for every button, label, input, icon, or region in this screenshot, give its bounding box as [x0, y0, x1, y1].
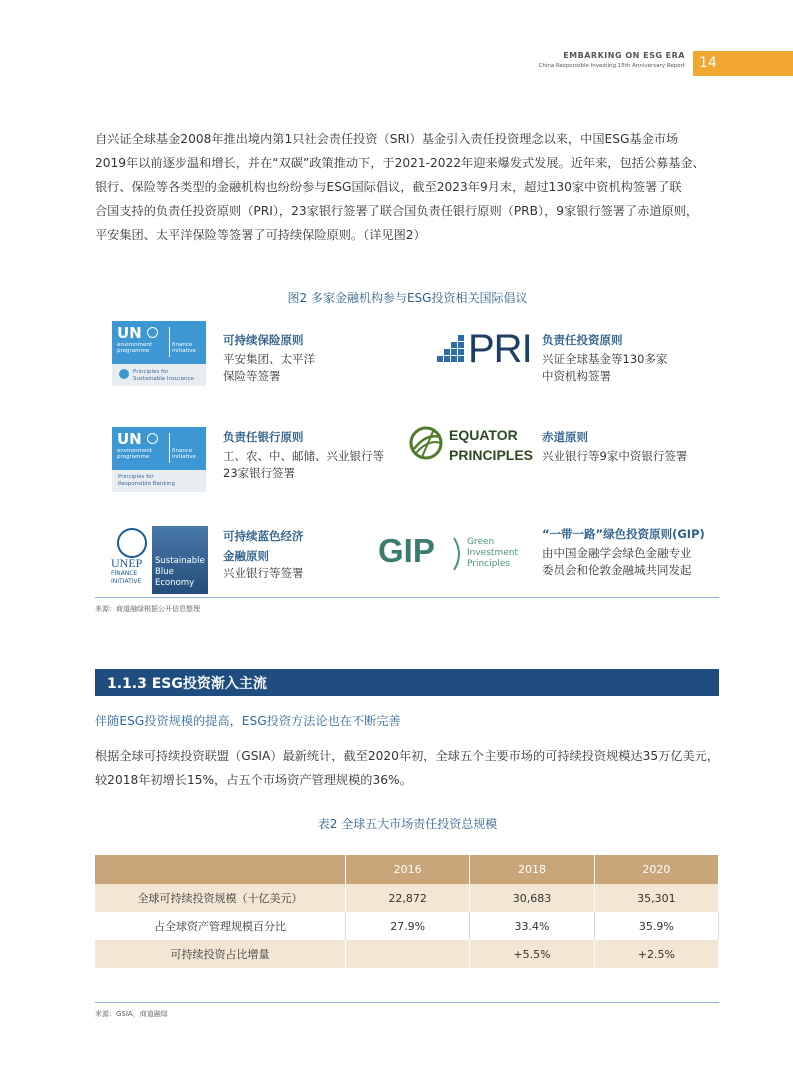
table-cell: 全球可持续投资规模（十亿美元） — [95, 884, 346, 912]
initiative-title-prb: 负责任银行原则 — [223, 430, 304, 444]
intro-line: 自兴证全球基金2008年推出境内第1只社会责任投资（SRI）基金引入责任投资理念以来，中国ESG基金市场 — [95, 132, 679, 146]
equator-logo-text: EQUATOR PRINCIPLES — [449, 427, 534, 463]
gip-logo — [378, 532, 538, 576]
un-wordmark: UN — [117, 324, 142, 342]
intro-line: 合国支持的负责任投资原则（PRI），23家银行签署了联合国负责任银行原则（PRB），9家银行签署了赤道原则， — [95, 204, 699, 218]
table-header-cell: 2018 — [470, 855, 594, 884]
unep-emblem-icon — [117, 528, 147, 558]
prb-logo — [112, 427, 206, 492]
section-line: 根据全球可持续投资联盟（GSIA）最新统计，截至2020年初，全球五个主要市场的可持续投资规模达35万亿美元， — [95, 749, 720, 763]
initiative-title-psi: 可持续保险原则 — [223, 333, 304, 347]
table-caption: 表2 全球五大市场责任投资总规模 — [317, 817, 498, 831]
un-globe-icon — [147, 327, 158, 338]
table-source: 来源：GSIA，商道融绿 — [95, 1010, 168, 1018]
psi-logo-text: Principles for Sustainable Insurance — [133, 369, 194, 382]
psi-emblem-icon — [119, 369, 129, 379]
table-cell: 30,683 — [470, 884, 594, 912]
section-paragraph — [95, 744, 720, 792]
unep-text: environment programme — [117, 342, 153, 354]
intro-line: 平安集团、太平洋保险等签署了可持续保险原则。（详见图2） — [95, 228, 426, 242]
table-header-cell: 2016 — [346, 855, 470, 884]
figure-caption: 图2 多家金融机构参与ESG投资相关国际倡议 — [287, 291, 528, 305]
un-wordmark: UN — [117, 430, 142, 448]
section-line: 较2018年初增长15%，占五个市场资产管理规模的36%。 — [95, 773, 412, 787]
intro-paragraph — [95, 127, 720, 247]
blue-economy-logo — [111, 526, 208, 594]
table-cell: 33.4% — [470, 912, 594, 940]
table-cell: 占全球资产管理规模百分比 — [95, 912, 346, 940]
initiative-desc-prb: 工、农、中、邮储、兴业银行等 23家银行签署 — [223, 449, 384, 480]
intro-line: 2019年以前逐步温和增长，并在“双碳”政策推动下，于2021-2022年迎来爆发式发展。近年来，包括公募基金、 — [95, 156, 705, 170]
psi-logo — [112, 321, 206, 386]
unep-fi-text: FINANCE INITIATIVE — [111, 570, 142, 585]
unep-wordmark: UNEP — [111, 556, 143, 570]
table-cell: +2.5% — [594, 940, 718, 968]
table-cell — [346, 940, 470, 968]
initiative-desc-equator: 兴业银行等9家中资银行签署 — [542, 449, 688, 463]
initiative-desc-psi: 平安集团、太平洋 保险等签署 — [223, 352, 315, 383]
equator-globe-icon — [408, 425, 444, 461]
initiative-title-blue-economy: 可持续蓝色经济 金融原则 — [223, 529, 304, 563]
table-cell: 22,872 — [346, 884, 470, 912]
section-subheading: 伴随ESG投资规模的提高，ESG投资方法论也在不断完善 — [95, 714, 401, 728]
pri-logo-text: PRI — [468, 327, 532, 371]
figure-source: 来源：商道融绿根据公开信息整理 — [95, 605, 200, 613]
table-cell: 35,301 — [594, 884, 718, 912]
table-row — [95, 912, 719, 940]
figure-rule — [95, 597, 719, 598]
table-header-cell — [95, 855, 346, 884]
initiative-desc-pri: 兴证全球基金等130多家 中资机构签署 — [542, 352, 668, 383]
gip-logo-subtext: Green Investment Principles — [467, 537, 518, 569]
fi-text: finance initiative — [172, 342, 196, 354]
initiative-desc-gip: 由中国金融学会绿色金融专业 委员会和伦敦金融城共同发起 — [542, 546, 692, 577]
table-cell: 可持续投资占比增量 — [95, 940, 346, 968]
pri-blocks-icon — [436, 335, 466, 369]
table-cell: 35.9% — [594, 912, 718, 940]
prb-logo-text: Principles for Responsible Banking — [118, 474, 176, 487]
table-header-cell: 2020 — [594, 855, 718, 884]
header-subtitle: China Responsible Investing 15th Anniversary Report — [538, 63, 685, 69]
gsia-table — [95, 855, 719, 968]
table-header-row — [95, 855, 719, 884]
pri-logo — [436, 327, 536, 371]
gip-logo-text: GIP — [378, 532, 435, 569]
page-number: 14 — [699, 55, 717, 71]
table-row — [95, 884, 719, 912]
table-rule — [95, 1002, 719, 1003]
equator-logo — [408, 425, 534, 465]
table-cell: 27.9% — [346, 912, 470, 940]
section-title: 1.1.3 ESG投资渐入主流 — [107, 676, 267, 692]
unep-text: environment programme — [117, 448, 153, 460]
fi-text: finance initiative — [172, 448, 196, 460]
initiative-title-pri: 负责任投资原则 — [542, 333, 623, 347]
intro-line: 银行、保险等各类型的金融机构也纷纷参与ESG国际倡议，截至2023年9月末，超过130家中资机构签署了联 — [95, 180, 682, 194]
un-globe-icon — [147, 433, 158, 444]
initiative-title-equator: 赤道原则 — [542, 430, 588, 444]
initiative-title-gip: “一带一路”绿色投资原则(GIP) — [542, 527, 705, 541]
table-row — [95, 940, 719, 968]
table-cell: +5.5% — [470, 940, 594, 968]
blue-economy-logo-text: Sustainable Blue Economy — [155, 556, 205, 588]
header-title: EMBARKING ON ESG ERA — [563, 51, 685, 60]
initiative-desc-blue-economy: 兴业银行等签署 — [223, 566, 304, 580]
gip-arc-icon — [452, 536, 464, 572]
